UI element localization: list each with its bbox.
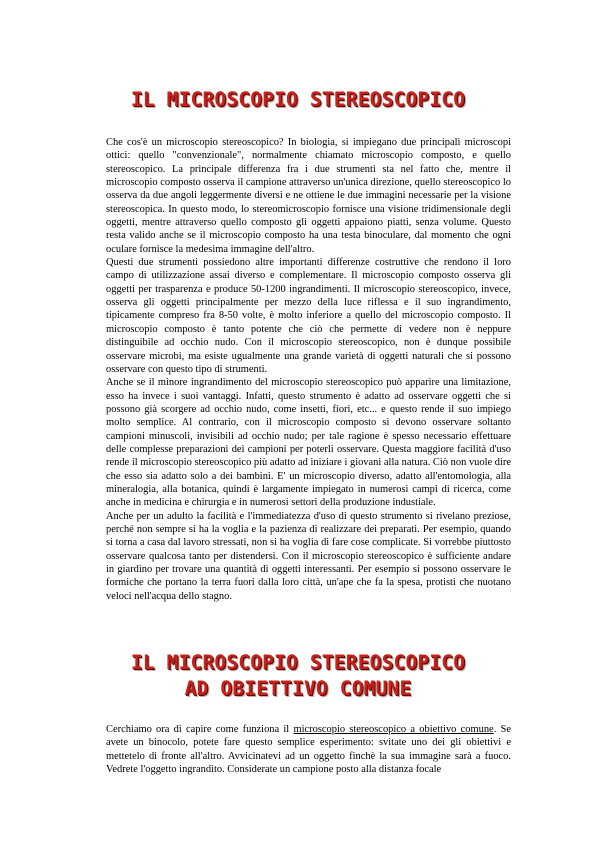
paragraph: Anche se il minore ingrandimento del microscopio stereoscopico può apparire una limitazione, esso ha invece i suoi vantaggi. Infatti, questo strumento è adatto ad osservare oggetti che si possono già scorgere ad occhio nudo, come insetti, fiori, etc... e questo rende il suo impiego molto semplice. Al contrario, con il microscopio composto si devono osservare soltanto campioni minuscoli, invisibili ad occhio nudo; per tale ragione è spesso necessario effettuare delle complesse preparazioni dei campioni per poterli osservare. Questa maggiore facilità d'uso rende il microscopio stereoscopico più adatto ad iniziare i giovani alla natura. Ciò non vuole dire che esso sia adatto solo a dei bambini. E' un microscopio diverso, adatto all'entomologia, alla mineralogia, alla botanica, quindi è largamente impiegato in numerosi campi di ricerca, come anche in medicina e chirurgia e in numerosi settori della produzione industiale. <box>106 377 511 509</box>
paragraph: Questi due strumenti possiedono altre importanti differenze costruttive che rendono il loro campo di utilizzazione assai diverso e complementare. Il microscopio composto osserva gli oggetti per trasparenza e produce 50-1200 ingrandimenti. Il microscopio stereoscopico, invece, osserva gli oggetti principalmente per mezzo della luce riflessa e il suo ingrandimento, tipicamente compreso fra 8-50 volte, è molto inferiore a quello del microscopio composto. Il microscopio composto è tanto potente che ciò che permette di vedere non è neppure distinguibile ad occhio nudo. Con il microscopio stereoscopico, non è dunque possibile osservare microbi, ma esiste ugualmente una grande varietà di oggetti naturali che si possono osservare con questo tipo di strumenti. <box>106 257 511 375</box>
section-title-line-2: AD OBIETTIVO COMUNE <box>184 677 412 700</box>
section-title-line-1: IL MICROSCOPIO STEREOSCOPICO <box>130 651 466 674</box>
section-title: IL MICROSCOPIO STEREOSCOPICO <box>130 88 466 111</box>
intro-text: Cerchiamo ora di capire come funziona il <box>106 724 294 735</box>
paragraph <box>106 723 511 776</box>
section-body <box>106 136 511 603</box>
section-title-2 <box>80 650 516 702</box>
paragraph: Anche per un adulto la facilità e l'immediatezza d'uso di questo strumento si rivelano preziose, perché non sempre si ha la voglia e la pazienza di realizzare dei preparati. Per esempio, quando si torna a casa dal lavoro stressati, non si ha voglia di fare cose complicate. Si vorrebbe piuttosto osservare qualcosa tanto per distendersi. Con il microscopio stereoscopico è sufficiente andare in giardino per trovare una quantità di oggetti interessanti. Per esempio si possono osservare le formiche che portano la terra fuori dalla loro città, un'ape che fa la spesa, protisti che nuotano veloci nell'acqua dello stagno. <box>106 510 511 602</box>
section-body-2 <box>106 723 511 776</box>
intro-text-continued: . Se avete un binocolo, potete fare questo semplice esperimento: svitate uno dei gli obiettivi e mettetelo di fronte all'altro. Avvicinatevi ad un oggetto finchè la sua immagine sarà a fuoco. Vedrete l'oggetto ingrandito. Considerate un campione posto alla distanza focale <box>106 724 511 776</box>
common-objective-link[interactable]: microscopio stereoscopico a obiettivo comune <box>293 724 494 735</box>
paragraph: Che cos'è un microscopio stereoscopico? In biologia, si impiegano due principali microscopi ottici: quello "convenzionale", normalmente chiamato microscopio composto, e quello stereoscopico. La principale differenza fra i due strumenti sta nel fatto che, mentre il microscopio composto osserva il campione attraverso un'unica direzione, quello stereoscopico lo osserva da due angoli leggermente diversi e ne ottiene le due immagini necessarie per la visione stereoscopica. In questo modo, lo stereomicroscopio fornisce una visione tridimensionale degli oggetti, mentre attraverso quello composto gli oggetti appaiono piatti, senza volume. Questo resta valido anche se il microscopio composto ha una testa binoculare, dal momento che ogni oculare fornisce la medesima immagine dell'altro. <box>106 137 511 255</box>
